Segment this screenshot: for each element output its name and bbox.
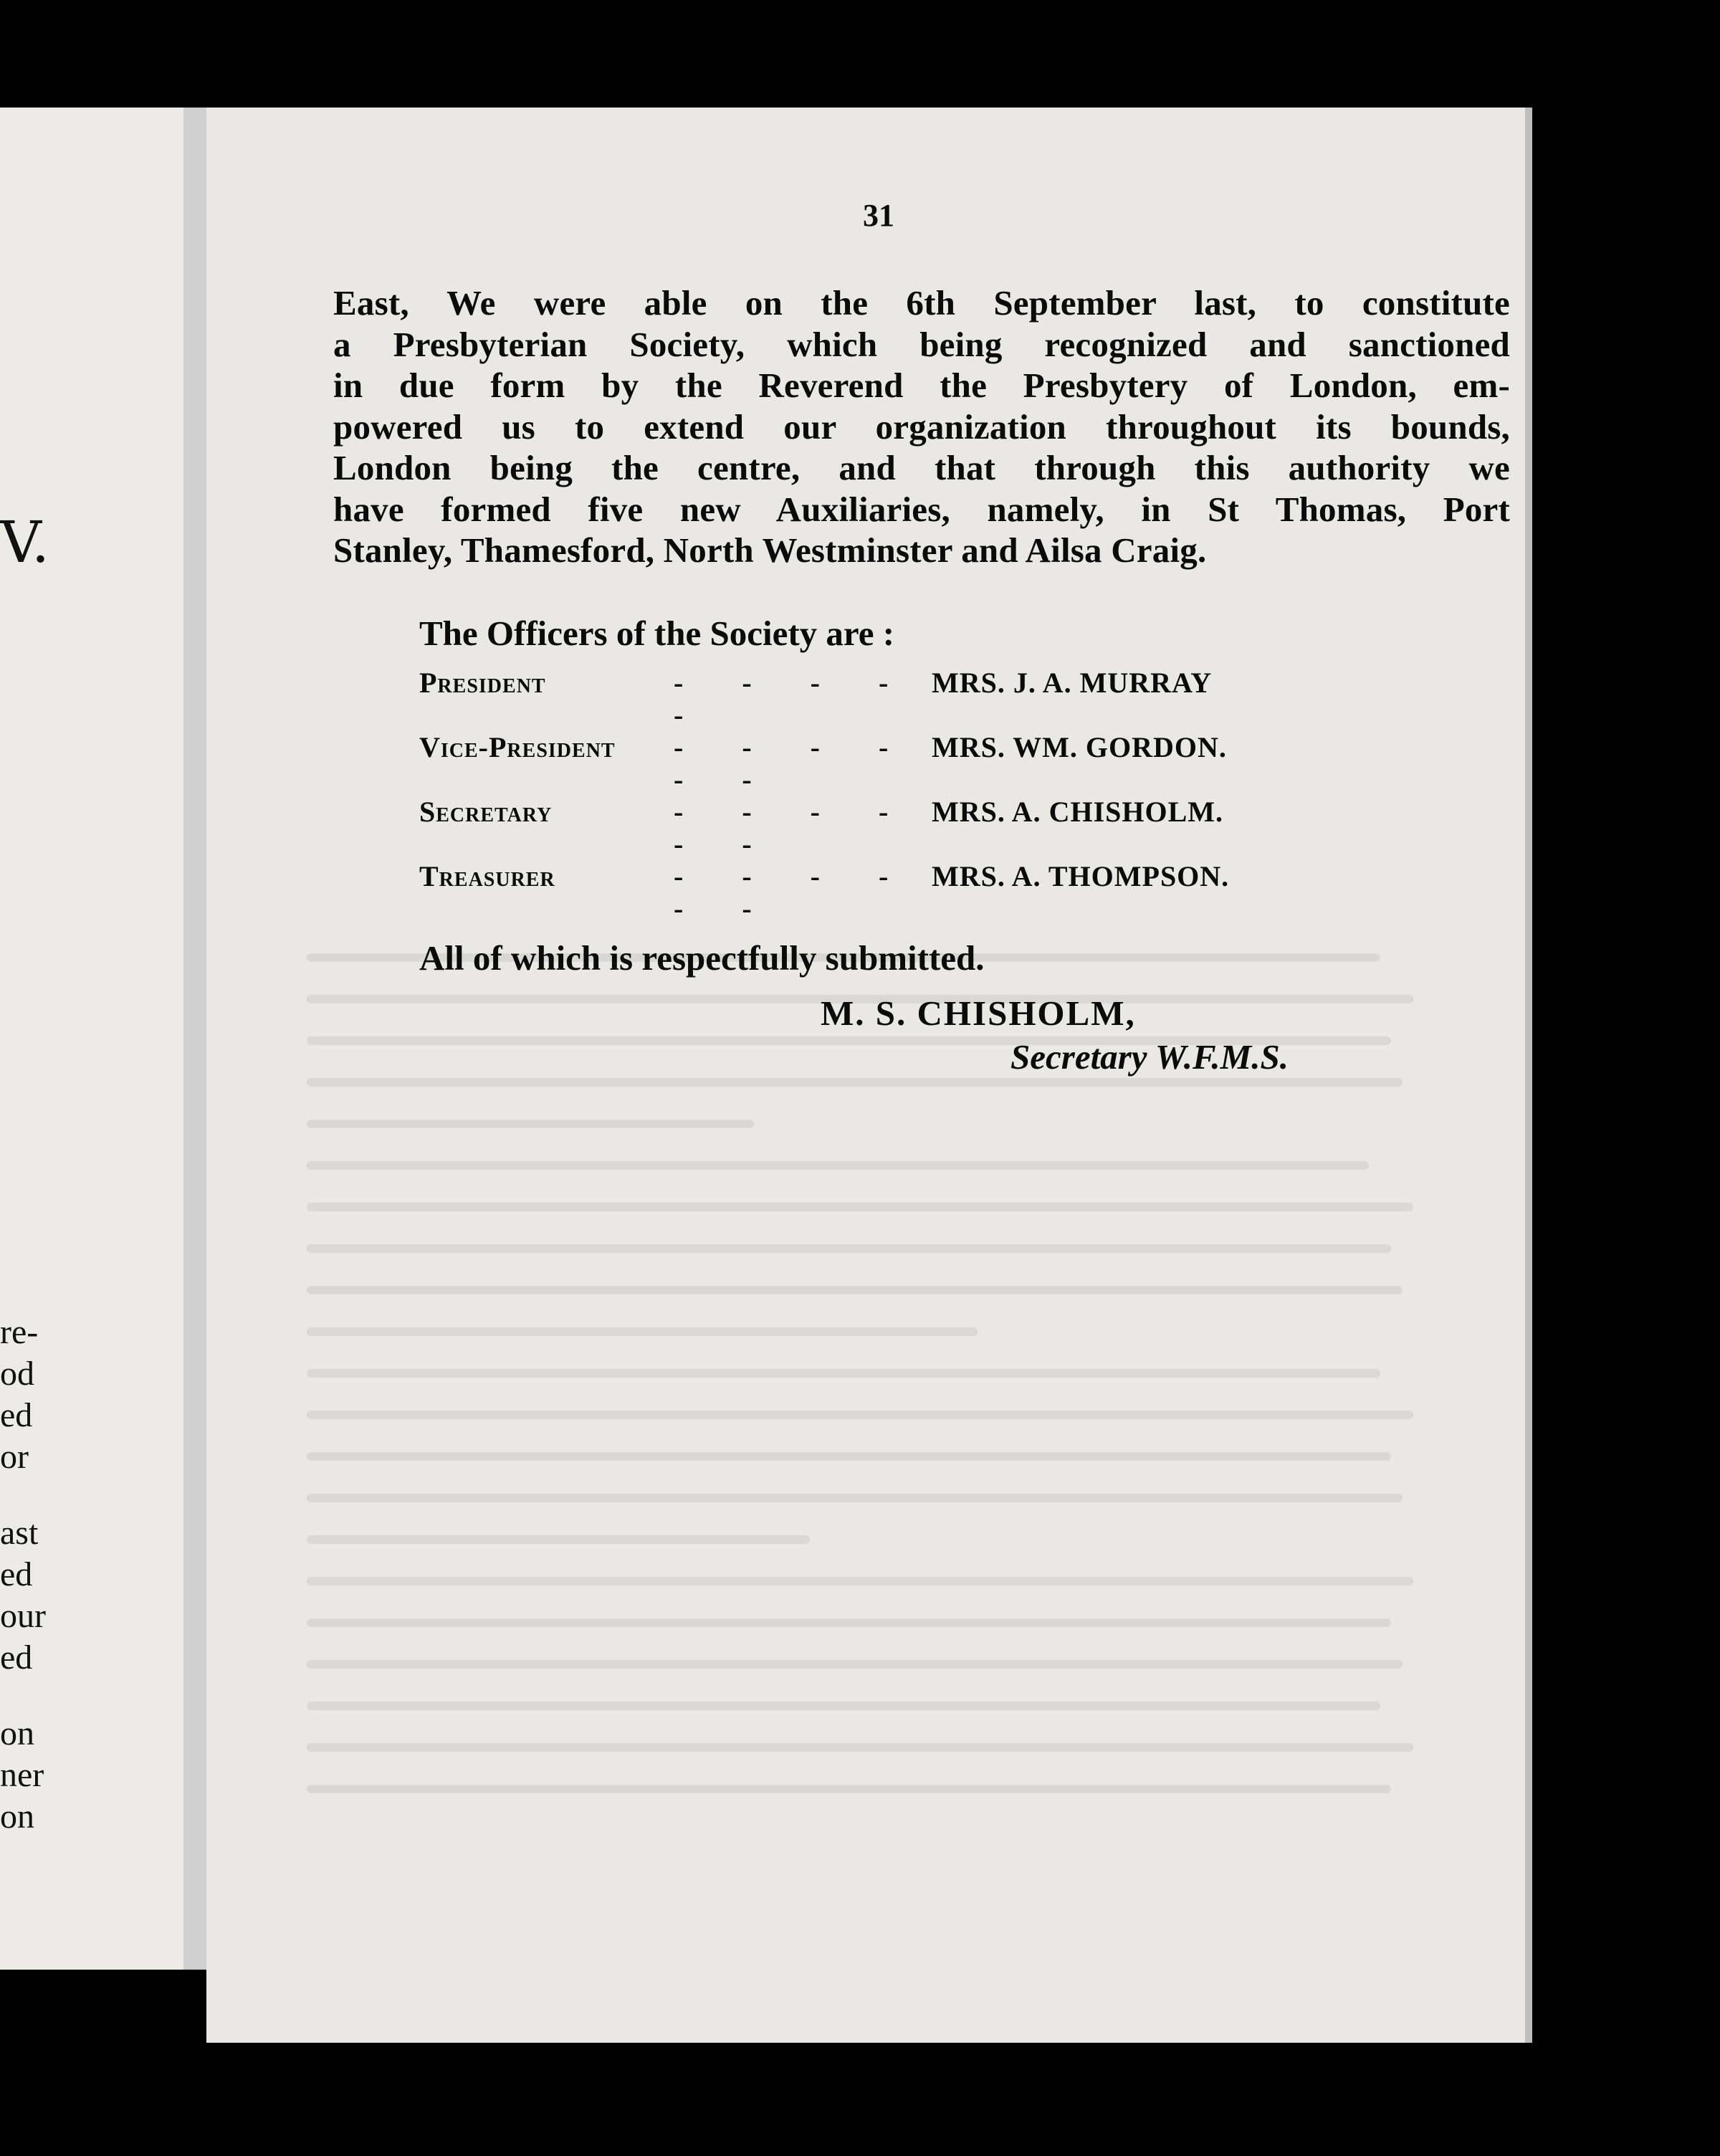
officer-title: Secretary <box>419 795 553 828</box>
officer-leader-dots: - - - - - - <box>674 795 914 860</box>
fragment: od <box>0 1355 34 1393</box>
page-number: 31 <box>863 198 894 233</box>
officer-title: President <box>419 666 546 699</box>
signature-title: Secretary W.F.M.S. <box>1010 1036 1289 1077</box>
officer-row-treasurer <box>419 860 1279 925</box>
officer-row-president <box>419 667 1279 731</box>
officer-title: Vice-President <box>419 730 616 763</box>
fragment: on <box>0 1714 34 1752</box>
fragment: ast <box>0 1514 39 1552</box>
fragment: on <box>0 1798 34 1836</box>
report-paragraph <box>333 282 1510 571</box>
paragraph-line: have formed five new Auxiliaries, namely, in St Thomas, Port <box>333 489 1510 529</box>
paragraph-line: Stanley, Thamesford, North Westminster and Ailsa Craig. <box>333 530 1207 570</box>
officer-leader-dots: - - - - - - <box>674 859 914 925</box>
page-edge <box>1525 108 1532 2043</box>
closing-line: All of which is respectfully submitted. <box>419 938 985 978</box>
officer-row-vice-president <box>419 731 1279 796</box>
officer-name: MRS. A. THOMPSON. <box>932 859 1230 892</box>
officer-leader-dots: - - - - - - <box>674 730 914 796</box>
facing-page-letter: V. <box>0 509 50 576</box>
officer-row-secretary <box>419 796 1279 860</box>
fragment: or <box>0 1438 29 1476</box>
paragraph-line: East, We were able on the 6th September last, to constitute <box>333 283 1510 323</box>
fragment: re- <box>0 1313 39 1351</box>
officer-name: MRS. WM. GORDON. <box>932 730 1227 763</box>
fragment: ner <box>0 1756 44 1794</box>
paragraph-line: London being the centre, and that through this authority we <box>333 448 1510 487</box>
bleed-through-text <box>307 953 1425 1885</box>
fragment: ed <box>0 1555 33 1593</box>
facing-page-fragments-1 <box>0 1312 38 1478</box>
fragment: ed <box>0 1396 33 1434</box>
fragment: ed <box>0 1639 33 1676</box>
document-page <box>206 108 1525 2043</box>
paragraph-line: in due form by the Reverend the Presbytery of London, em- <box>333 366 1510 405</box>
officer-name: MRS. J. A. MURRAY <box>932 666 1213 699</box>
facing-page <box>0 108 189 1970</box>
page-content <box>333 197 1510 1077</box>
officers-list <box>419 667 1279 925</box>
signature-name: M. S. CHISHOLM, <box>821 993 1136 1033</box>
officer-leader-dots: - - - - - <box>674 666 914 731</box>
facing-page-fragments-3 <box>0 1713 44 1838</box>
paragraph-line: powered us to extend our organization throughout its bounds, <box>333 406 1510 447</box>
paragraph-line: a Presbyterian Society, which being recognized and sanctioned <box>333 324 1510 364</box>
facing-page-fragments-2 <box>0 1512 46 1679</box>
fragment: our <box>0 1597 46 1635</box>
officers-intro: The Officers of the Society are : <box>419 613 895 653</box>
book-gutter <box>183 108 206 1970</box>
officer-name: MRS. A. CHISHOLM. <box>932 795 1224 828</box>
officer-title: Treasurer <box>419 859 555 892</box>
